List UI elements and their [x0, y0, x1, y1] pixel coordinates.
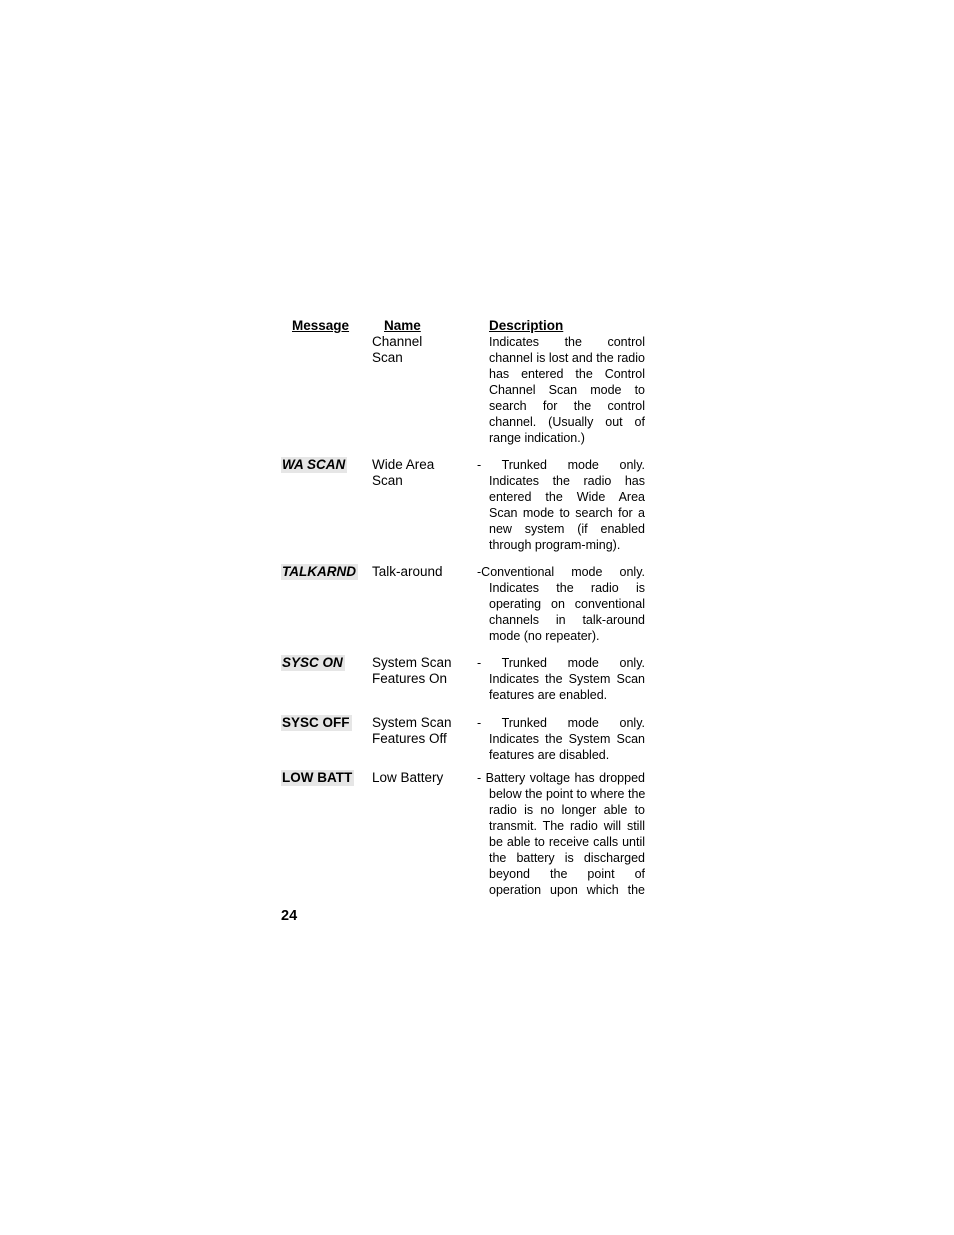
name-line: Scan: [372, 350, 403, 365]
row-message-low-batt: LOW BATT: [282, 770, 353, 785]
page-number: 24: [281, 908, 298, 924]
row-desc-system-scan-off: [477, 715, 645, 763]
desc-line: Scan mode to search for a: [489, 506, 645, 520]
desc-line: transmit. The radio will still: [489, 819, 645, 833]
row-name-system-scan-off: [372, 715, 472, 747]
name-line: Scan: [372, 473, 403, 488]
name-line: System Scan: [372, 715, 452, 730]
name-line: Talk-around: [372, 564, 443, 579]
desc-line: mode (no repeater).: [489, 629, 600, 643]
row-message-wa-scan: WA SCAN: [282, 457, 346, 472]
desc-line: - Trunked mode only.: [477, 656, 645, 670]
desc-line: operation upon which the: [489, 883, 645, 897]
desc-line: Channel Scan mode to: [489, 383, 645, 397]
row-desc-channel-scan: [477, 334, 645, 446]
row-desc-wide-area-scan: [477, 457, 645, 553]
desc-line: new system (if enabled: [489, 522, 645, 536]
desc-line: Indicates the radio is: [489, 581, 645, 595]
desc-line: features are disabled.: [489, 748, 610, 762]
desc-line: search for the control: [489, 399, 645, 413]
row-name-low-battery: [372, 770, 472, 786]
row-name-wide-area-scan: [372, 457, 472, 489]
name-line: System Scan: [372, 655, 452, 670]
desc-line: operating on conventional: [489, 597, 645, 611]
desc-line: - Trunked mode only.: [477, 458, 645, 472]
desc-line: Indicates the control: [489, 335, 645, 349]
name-line: Features Off: [372, 731, 447, 746]
desc-line: - Battery voltage has dropped: [477, 771, 645, 785]
desc-line: Indicates the radio has: [489, 474, 645, 488]
name-line: Wide Area: [372, 457, 435, 472]
row-name-talk-around: [372, 564, 472, 580]
desc-line: channel. (Usually out of: [489, 415, 645, 429]
row-desc-system-scan-on: [477, 655, 645, 703]
desc-line: through program-ming).: [489, 538, 621, 552]
header-name: Name: [384, 318, 421, 333]
desc-line: the battery is discharged: [489, 851, 645, 865]
desc-line: entered the Wide Area: [489, 490, 645, 504]
desc-line: Indicates the System Scan: [489, 672, 645, 686]
row-message-talkarnd: TALKARND: [282, 564, 356, 579]
header-description: Description: [489, 318, 564, 333]
name-line: Low Battery: [372, 770, 444, 785]
header-message: Message: [292, 318, 350, 333]
desc-line: features are enabled.: [489, 688, 608, 702]
desc-line: beyond the point of: [489, 867, 645, 881]
row-desc-low-battery: [477, 770, 645, 898]
desc-line: channels in talk-around: [489, 613, 645, 627]
desc-line: - Trunked mode only.: [477, 716, 645, 730]
row-name-channel-scan: [372, 334, 472, 366]
row-message-sysc-on: SYSC ON: [282, 655, 343, 670]
desc-line: has entered the Control: [489, 367, 645, 381]
row-desc-talk-around: [477, 564, 645, 644]
name-line: Channel: [372, 334, 423, 349]
desc-line: range indication.): [489, 431, 585, 445]
row-name-system-scan-on: [372, 655, 472, 687]
name-line: Features On: [372, 671, 448, 686]
desc-line: -Conventional mode only.: [477, 565, 645, 579]
desc-line: below the point to where the: [489, 787, 646, 801]
desc-line: Indicates the System Scan: [489, 732, 645, 746]
desc-line: be able to receive calls until: [489, 835, 645, 849]
desc-line: radio is no longer able to: [489, 803, 645, 817]
desc-line: channel is lost and the radio: [489, 351, 645, 365]
row-message-sysc-off: SYSC OFF: [282, 715, 350, 730]
